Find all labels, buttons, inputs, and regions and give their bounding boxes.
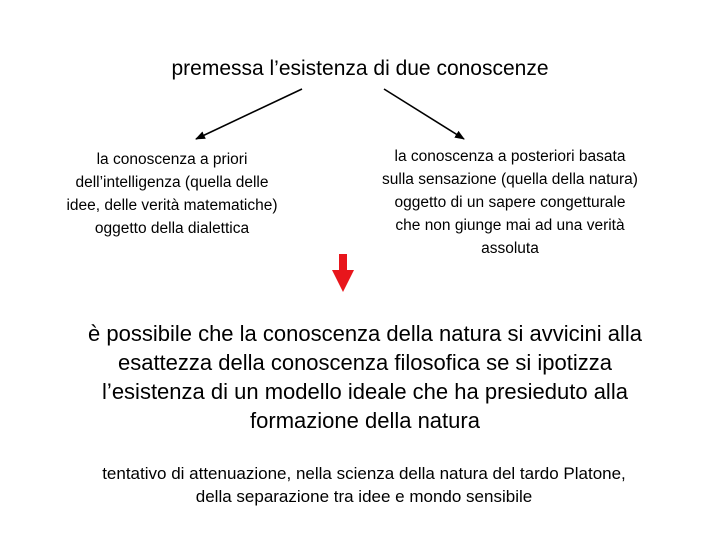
a-priori-knowledge-box <box>30 148 314 240</box>
a-posteriori-line-5: assoluta <box>481 240 539 257</box>
conclusion-note-line-2: della separazione tra idee e mondo sensibile <box>195 487 533 506</box>
main-statement-line-1: è possibile che la conoscenza della natura si avvicini alla <box>88 321 642 346</box>
a-priori-line-3: idee, delle verità matematiche) <box>66 197 278 214</box>
diagram-title: premessa l’esistenza di due conoscenze <box>171 57 549 80</box>
conclusion-note <box>30 462 698 508</box>
a-posteriori-knowledge-box <box>372 145 648 260</box>
main-statement-line-4: formazione della natura <box>250 408 480 433</box>
a-posteriori-line-1: la conoscenza a posteriori basata <box>394 148 626 165</box>
red-down-arrow-icon <box>332 254 354 292</box>
main-statement <box>40 319 690 435</box>
arrow-right-branch <box>384 89 464 139</box>
arrow-left-branch <box>196 89 302 139</box>
a-posteriori-line-4: che non giunge mai ad una verità <box>395 217 625 234</box>
a-priori-line-2: dell’intelligenza (quella delle <box>75 174 269 191</box>
a-posteriori-line-2: sulla sensazione (quella della natura) <box>382 171 638 188</box>
a-priori-line-1: la conoscenza a priori <box>96 151 248 168</box>
conclusion-note-line-1: tentativo di attenuazione, nella scienza della natura del tardo Platone, <box>102 464 626 483</box>
main-statement-line-2: esattezza della conoscenza filosofica se si ipotizza <box>117 350 613 375</box>
a-posteriori-line-3: oggetto di un sapere congetturale <box>394 194 626 211</box>
a-priori-line-4: oggetto della dialettica <box>94 220 250 237</box>
main-statement-line-3: l’esistenza di un modello ideale che ha presieduto alla <box>102 379 628 404</box>
